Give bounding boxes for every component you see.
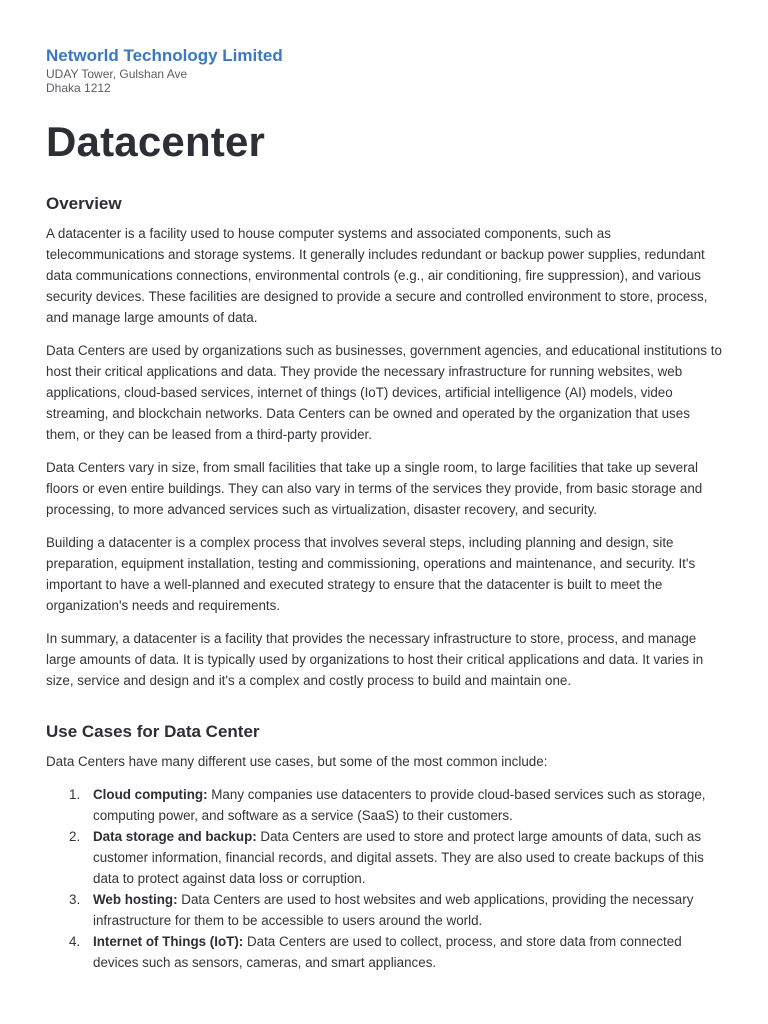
page-title: Datacenter — [46, 118, 266, 165]
list-item-text: Data Centers are used to collect, process, and store data from connected devices such as sensors, cameras, and smart appliances. — [93, 934, 682, 970]
overview-paragraph-1: A datacenter is a facility used to house computer systems and associated components, such as telecommunications and storage systems. It generally includes redundant or backup power supplies, redundant data communications connections, environmental controls (e.g., air conditioning, fire suppression), and various security devices. These facilities are designed to provide a secure and controlled environment to store, process, and manage large amounts of data. — [46, 226, 708, 325]
overview-paragraph-2: Data Centers are used by organizations such as businesses, government agencies, and educational institutions to host their critical applications and data. They provide the necessary infrastructure for running websites, web applications, cloud-based services, internet of things (IoT) devices, artificial intelligence (AI) models, video streaming, and blockchain networks. Data Centers can be owned and operated by the organization that uses them, or they can be leased from a third-party provider. — [46, 343, 722, 442]
address-line-2: Dhaka 1212 — [46, 81, 111, 95]
list-item-number: 4. — [69, 934, 81, 949]
overview-paragraph-3: Data Centers vary in size, from small facilities that take up a single room, to large facilities that take up several floors or even entire buildings. They can also vary in terms of the services they provide, from basic storage and processing, to more advanced services such as virtualization, disaster recovery, and security. — [46, 460, 703, 517]
list-item-text: Data Centers are used to store and protect large amounts of data, such as customer information, financial records, and digital assets. They are also used to create backups of this data to protect against data loss or corruption. — [93, 829, 704, 886]
overview-heading: Overview — [46, 194, 122, 213]
overview-section — [46, 193, 722, 691]
overview-paragraph-5: In summary, a datacenter is a facility that provides the necessary infrastructure to store, process, and manage large amounts of data. It is typically used by organizations to host their critical applications and data. It varies in size, service and design and it's a complex and costly process to build and maintain one. — [46, 631, 704, 688]
use-cases-intro: Data Centers have many different use cases, but some of the most common include: — [46, 754, 548, 769]
company-name: Networld Technology Limited — [46, 46, 283, 65]
list-item — [46, 931, 722, 973]
list-item — [46, 889, 722, 931]
address-line-1: UDAY Tower, Gulshan Ave — [46, 67, 188, 81]
list-item-text: Data Centers are used to host websites and web applications, providing the necessary infrastructure for them to be accessible to users around the world. — [93, 892, 694, 928]
list-item — [46, 784, 722, 826]
use-cases-list — [46, 784, 722, 973]
letterhead — [46, 45, 722, 95]
list-item-number: 1. — [69, 787, 81, 802]
list-item-number: 2. — [69, 829, 81, 844]
list-item-text: Many companies use datacenters to provide cloud-based services such as storage, computing power, and software as a service (SaaS) to their customers. — [93, 787, 706, 823]
list-item-term: Internet of Things (IoT): — [93, 934, 244, 949]
list-item-term: Web hosting: — [93, 892, 178, 907]
use-cases-section — [46, 721, 722, 973]
overview-paragraph-4: Building a datacenter is a complex process that involves several steps, including planning and design, site preparation, equipment installation, testing and commissioning, operations and maintenance, and security. It's important to have a well-planned and executed strategy to ensure that the datacenter is built to meet the organization's needs and requirements. — [46, 535, 696, 613]
list-item-number: 3. — [69, 892, 81, 907]
list-item-term: Cloud computing: — [93, 787, 208, 802]
list-item-term: Data storage and backup: — [93, 829, 257, 844]
use-cases-heading: Use Cases for Data Center — [46, 722, 260, 741]
list-item — [46, 826, 722, 889]
